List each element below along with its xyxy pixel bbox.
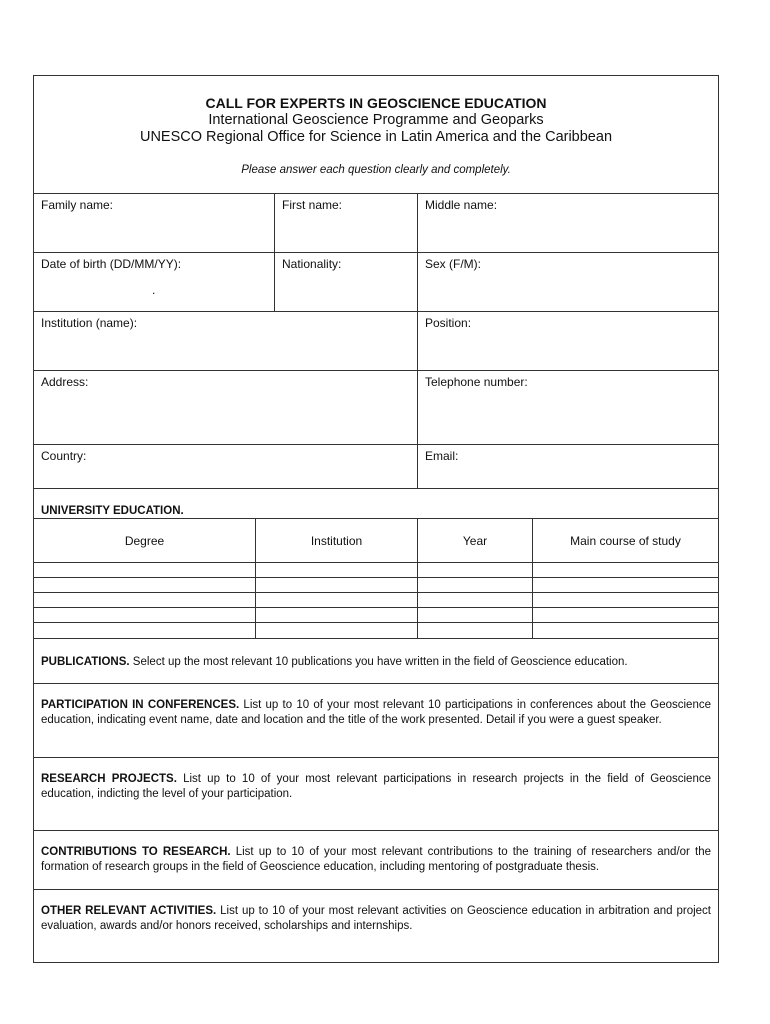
contributions-instructions: List up to 10 of your most relevant contributions to the training of researchers and/or the formation of research groups in the field of Geoscience education, including mentoring of postgraduate thesis. <box>41 846 711 873</box>
publications-instructions: Select up the most relevant 10 publications you have written in the field of Geoscience education. <box>132 656 628 668</box>
nationality-field[interactable] <box>274 253 417 311</box>
year-column-header: Year <box>417 519 532 562</box>
year-cell[interactable] <box>417 578 532 592</box>
position-field[interactable] <box>417 312 718 370</box>
form-title: CALL FOR EXPERTS IN GEOSCIENCE EDUCATION <box>205 95 547 111</box>
year-cell[interactable] <box>417 593 532 607</box>
year-cell[interactable] <box>417 563 532 577</box>
names-row <box>34 193 718 252</box>
telephone-label: Telephone number: <box>425 375 528 389</box>
education-table-body <box>34 562 718 638</box>
table-row <box>34 622 718 638</box>
institution-column-header: Institution <box>255 519 417 562</box>
table-row <box>34 562 718 577</box>
form-subtitle-office: UNESCO Regional Office for Science in Latin America and the Caribbean <box>139 129 613 145</box>
family-name-label: Family name: <box>41 198 114 212</box>
publications-text <box>41 655 711 670</box>
contributions-section[interactable] <box>34 830 718 889</box>
main-course-cell[interactable] <box>532 623 718 638</box>
main-course-cell[interactable] <box>532 578 718 592</box>
other-activities-section[interactable] <box>34 889 718 962</box>
address-field[interactable] <box>34 371 417 444</box>
address-label: Address: <box>41 375 89 389</box>
conferences-section[interactable] <box>34 683 718 757</box>
education-table-header <box>34 518 718 562</box>
country-row <box>34 444 718 488</box>
year-cell[interactable] <box>417 623 532 638</box>
main-course-cell[interactable] <box>532 563 718 577</box>
conferences-heading: PARTICIPATION IN CONFERENCES. <box>41 699 240 711</box>
institution-cell[interactable] <box>255 578 417 592</box>
nationality-label: Nationality: <box>282 257 342 271</box>
education-section <box>34 488 718 518</box>
year-cell[interactable] <box>417 608 532 622</box>
research-projects-text <box>41 772 711 802</box>
institution-label: Institution (name): <box>41 316 138 330</box>
email-field[interactable] <box>417 445 718 488</box>
address-row <box>34 370 718 444</box>
research-projects-heading: RESEARCH PROJECTS. <box>41 773 177 785</box>
contributions-text <box>41 845 711 875</box>
institution-cell[interactable] <box>255 563 417 577</box>
application-form <box>33 75 719 963</box>
middle-name-field[interactable] <box>417 194 718 252</box>
position-label: Position: <box>425 316 472 330</box>
institution-cell[interactable] <box>255 608 417 622</box>
other-activities-instructions: List up to 10 of your most relevant activities on Geoscience education in arbitration and project evaluation, awards and/or honors received, scholarships and internships. <box>41 905 711 932</box>
sex-field[interactable] <box>417 253 718 311</box>
conferences-text <box>41 698 711 728</box>
conferences-instructions: List up to 10 of your most relevant 10 participations in conferences about the Geoscience education, indicating event name, date and location and the title of the work presented. Detail if you were a guest speaker. <box>41 699 711 726</box>
research-projects-instructions: List up to 10 of your most relevant participations in research projects in the field of Geoscience education, indicting the level of your participation. <box>41 773 711 800</box>
table-row <box>34 577 718 592</box>
institution-field[interactable] <box>34 312 417 370</box>
table-row <box>34 592 718 607</box>
main-course-cell[interactable] <box>532 593 718 607</box>
sex-label: Sex (F/M): <box>425 257 481 271</box>
publications-section[interactable] <box>34 638 718 683</box>
telephone-field[interactable] <box>417 371 718 444</box>
other-activities-text <box>41 904 711 934</box>
degree-cell[interactable] <box>34 623 255 638</box>
degree-cell[interactable] <box>34 563 255 577</box>
email-label: Email: <box>425 449 459 463</box>
middle-name-label: Middle name: <box>425 198 498 212</box>
first-name-label: First name: <box>282 198 343 212</box>
education-label: UNIVERSITY EDUCATION. <box>41 505 184 517</box>
degree-cell[interactable] <box>34 593 255 607</box>
institution-cell[interactable] <box>255 593 417 607</box>
first-name-field[interactable] <box>274 194 417 252</box>
personal-row <box>34 252 718 311</box>
institution-cell[interactable] <box>255 623 417 638</box>
degree-cell[interactable] <box>34 578 255 592</box>
table-row <box>34 607 718 622</box>
main-course-column-header: Main course of study <box>532 519 718 562</box>
country-label: Country: <box>41 449 87 463</box>
publications-heading: PUBLICATIONS. <box>41 656 130 668</box>
form-header <box>34 76 718 193</box>
other-activities-heading: OTHER RELEVANT ACTIVITIES. <box>41 905 217 917</box>
main-course-cell[interactable] <box>532 608 718 622</box>
country-field[interactable] <box>34 445 417 488</box>
institution-row <box>34 311 718 370</box>
date-of-birth-dot: . <box>152 283 156 297</box>
degree-cell[interactable] <box>34 608 255 622</box>
form-subtitle: International Geoscience Programme and Geoparks <box>208 112 544 128</box>
date-of-birth-label: Date of birth (DD/MM/YY): <box>41 257 182 271</box>
form-instruction: Please answer each question clearly and completely. <box>241 164 511 176</box>
family-name-field[interactable] <box>34 194 274 252</box>
contributions-heading: CONTRIBUTIONS TO RESEARCH. <box>41 846 231 858</box>
research-projects-section[interactable] <box>34 757 718 830</box>
date-of-birth-field[interactable] <box>34 253 274 311</box>
degree-column-header: Degree <box>124 533 165 548</box>
